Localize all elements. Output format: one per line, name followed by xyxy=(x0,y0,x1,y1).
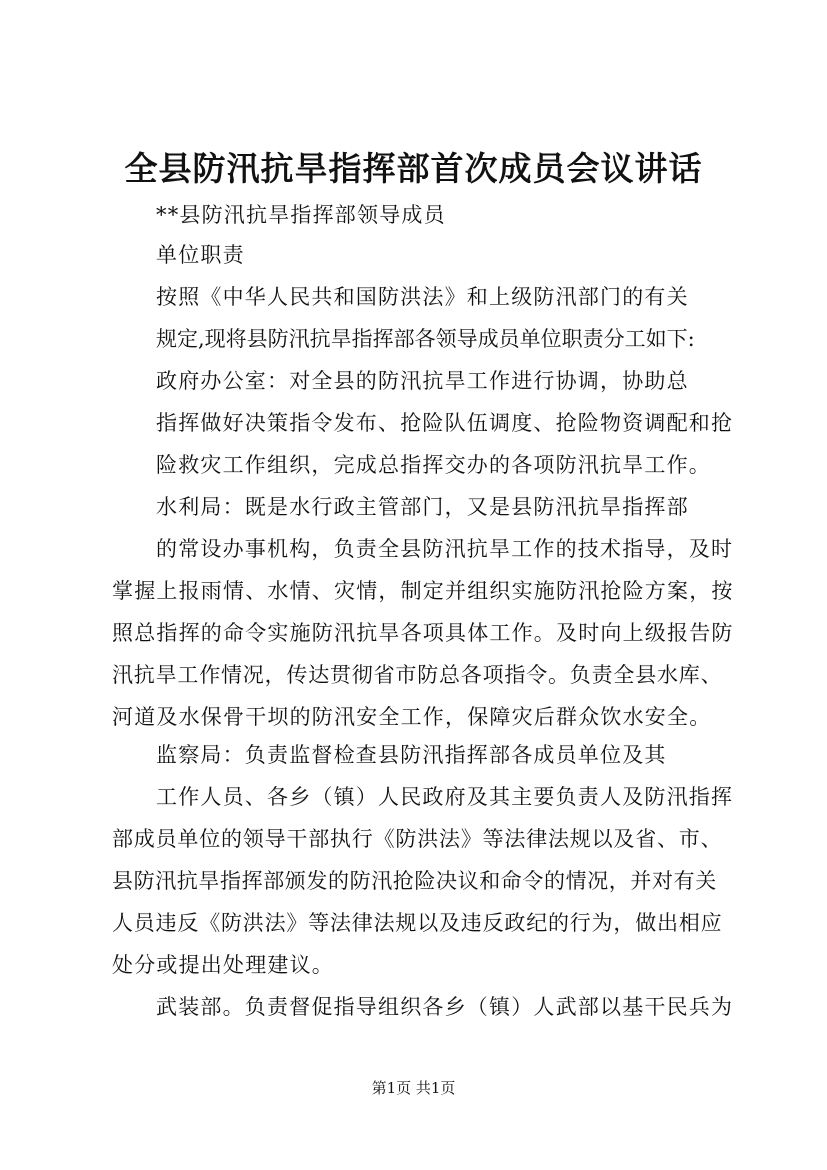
text-line: 的常设办事机构，负责全县防汛抗旱工作的技术指导，及时 xyxy=(156,537,734,561)
text-line: 汛抗旱工作情况，传达贯彻省市防总各项指令。负责全县水库、 xyxy=(112,663,723,687)
text-line: 人员违反《防洪法》等法律法规以及违反政纪的行为，做出相应 xyxy=(112,911,723,935)
page-number: 第1页 共1页 xyxy=(371,1079,456,1097)
text-line: 武装部。负责督促指导组织各乡（镇）人武部以基干民兵为 xyxy=(156,995,734,1019)
text-line: 规定,现将县防汛抗旱指挥部各领导成员单位职责分工如下: xyxy=(156,327,695,351)
text-line: **县防汛抗旱指挥部领导成员 xyxy=(156,203,446,227)
text-line: 水利局：既是水行政主管部门，又是县防汛抗旱指挥部 xyxy=(156,495,689,519)
text-line: 掌握上报雨情、水情、灾情，制定并组织实施防汛抢险方案，按 xyxy=(112,579,734,603)
document-title: 全县防汛抗旱指挥部首次成员会议讲话 xyxy=(124,149,703,188)
text-line: 政府办公室：对全县的防汛抗旱工作进行协调，协助总 xyxy=(156,369,689,393)
text-line: 指挥做好决策指令发布、抢险队伍调度、抢险物资调配和抢 xyxy=(156,411,734,435)
text-line: 监察局：负责监督检查县防汛指挥部各成员单位及其 xyxy=(156,743,667,767)
text-line: 按照《中华人民共和国防洪法》和上级防汛部门的有关 xyxy=(156,285,689,309)
text-line: 险救灾工作组织，完成总指挥交办的各项防汛抗旱工作。 xyxy=(156,453,711,477)
text-line: 单位职责 xyxy=(156,243,245,267)
text-line: 照总指挥的命令实施防汛抗旱各项具体工作。及时向上级报告防 xyxy=(112,621,734,645)
text-line: 工作人员、各乡（镇）人民政府及其主要负责人及防汛指挥 xyxy=(156,785,734,809)
text-line: 县防汛抗旱指挥部颁发的防汛抢险决议和命令的情况，并对有关 xyxy=(112,869,717,893)
text-line: 处分或提出处理建议。 xyxy=(112,953,334,977)
text-line: 部成员单位的领导干部执行《防洪法》等法律法规以及省、市、 xyxy=(112,827,723,851)
text-line: 河道及水保骨干坝的防汛安全工作，保障灾后群众饮水安全。 xyxy=(112,705,712,729)
